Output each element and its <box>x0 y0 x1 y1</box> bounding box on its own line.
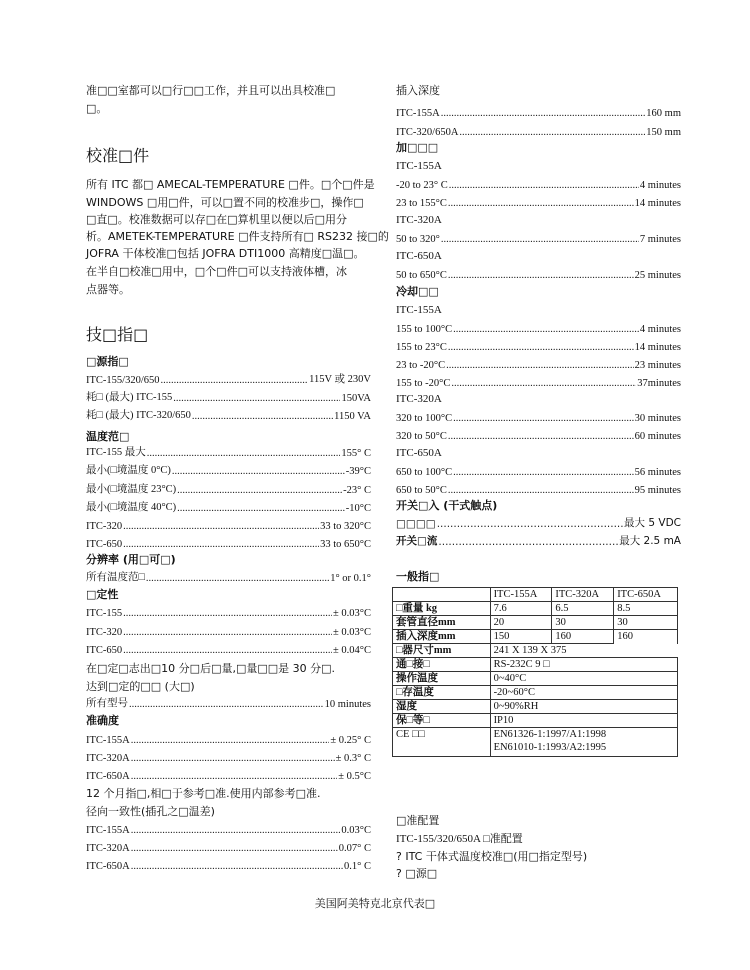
spec-row: 155 to 100°C ..... 4 minutes <box>396 319 681 335</box>
spec-row: 耗□ (最大) ITC-155 ..... 150VA <box>86 388 371 404</box>
table-cell: 20 <box>490 616 552 630</box>
spec-row: 最小(□境温度 23°C) ..... -23° C <box>86 480 371 496</box>
software-line: 在半自□校准□用中，□个□件□可以支持液体槽，冰 <box>86 265 347 278</box>
spec-row: ITC-320A ..... 0.07° C <box>86 838 371 854</box>
spec-row: 650 to 50°C ..... 95 minutes <box>396 480 681 496</box>
spec-row: ITC-155 ..... ± 0.03°C <box>86 603 371 619</box>
intro-line-1: 准□□室都可以□行□□工作，并且可以出具校准□ <box>86 84 336 97</box>
spec-row: ITC-320 ..... 33 to 320°C <box>86 516 371 532</box>
table-cell: □器尺寸mm <box>393 644 491 658</box>
model-label: ITC-155A <box>396 160 442 172</box>
spec-row: 23 to -20°C ..... 23 minutes <box>396 355 681 371</box>
spec-row: 23 to 155°C ..... 14 minutes <box>396 193 681 209</box>
table-cell: 保□等□ <box>393 714 491 728</box>
spec-row: ITC-650A ..... ± 0.5°C <box>86 766 371 782</box>
spec-row: ITC-155A ..... ± 0.25° C <box>86 730 371 746</box>
ce-standard: EN61326-1:1997/A1:1998 <box>493 729 607 740</box>
spec-row: 155 to -20°C ..... 37minutes <box>396 373 681 389</box>
model-label: ITC-320A <box>396 393 442 405</box>
spec-row: 50 to 320° ..... 7 minutes <box>396 229 681 245</box>
model-label: ITC-650A <box>396 447 442 459</box>
table-header: ITC-650A <box>614 588 678 602</box>
table-cell: 套管直径mm <box>393 616 491 630</box>
cool-heading: 冷却□□ <box>396 285 439 298</box>
temp-range-heading: 温度范□ <box>86 430 130 443</box>
calib-line: ITC-155/320/650A □准配置 <box>396 833 523 845</box>
table-row <box>393 714 678 728</box>
accuracy-note-line: 12 个月指□,相□于参考□准.使用内部参考□准. <box>86 787 321 800</box>
spec-row: ITC-320/650A ..... 150 mm <box>396 122 681 138</box>
spec-row: ITC-650 ..... ± 0.04°C <box>86 640 371 656</box>
spec-row: -20 to 23° C ..... 4 minutes <box>396 175 681 191</box>
table-cell: 150 <box>490 630 552 644</box>
software-line: JOFRA 干体校准□包括 JOFRA DTI1000 高精度□温□。 <box>86 247 365 260</box>
software-line: WINDOWS □用□件，可以□置不同的校准步□，操作□ <box>86 196 364 209</box>
accuracy-note-line: 径向一致性(插孔之□温差) <box>86 805 215 818</box>
intro-line-2: □。 <box>86 102 108 115</box>
spec-row: 耗□ (最大) ITC-320/650 ..... 1150 VA <box>86 406 371 422</box>
table-cell: 插入深度mm <box>393 630 491 644</box>
table-row <box>393 728 678 757</box>
table-row <box>393 588 678 602</box>
page-footer: 美国阿美特克北京代表□ <box>314 897 436 910</box>
table-cell <box>393 588 491 602</box>
table-cell: 通□接□ <box>393 658 491 672</box>
table-row <box>393 700 678 714</box>
stability-note-line: 达到□定的□□ (大□) <box>86 680 195 693</box>
software-line: □直□。校准数据可以存□在□算机里以便以后□用分 <box>86 213 347 226</box>
general-heading: 一般指□ <box>396 570 440 583</box>
table-cell: 241 X 139 X 375 <box>493 645 567 656</box>
table-row <box>393 616 678 630</box>
accuracy-heading: 准确度 <box>86 714 119 727</box>
software-line: 点器等。 <box>86 283 130 296</box>
table-cell: □存温度 <box>393 686 491 700</box>
spec-row: 最小(□境温度 40°C) ..... -10°C <box>86 498 371 514</box>
calib-heading: □准配置 <box>396 814 440 827</box>
table-cell: 7.6 <box>490 602 552 616</box>
table-row <box>393 630 678 644</box>
spec-row: 155 to 23°C ..... 14 minutes <box>396 337 681 353</box>
table-cell: □重量 kg <box>393 602 491 616</box>
table-cell: 湿度 <box>393 700 491 714</box>
table-row <box>393 672 678 686</box>
spec-row: ITC-650A ..... 0.1° C <box>86 856 371 872</box>
spec-row: ITC-155A ..... 0.03°C <box>86 820 371 836</box>
software-heading: 校准□件 <box>86 146 150 165</box>
table-cell: 6.5 <box>552 602 614 616</box>
table-cell: RS-232C 9 □ <box>490 658 677 672</box>
stability-note-line: 在□定□志出□10 分□后□量,□量□□是 30 分□. <box>86 662 336 675</box>
table-cell: -20~60°C <box>490 686 677 700</box>
table-cell: CE □□ <box>393 728 491 757</box>
table-cell: 160 <box>552 630 614 644</box>
spec-row: □□□□ ..... 最大 5 VDC <box>396 514 681 530</box>
heat-heading: 加□□□ <box>396 141 439 154</box>
model-label: ITC-320A <box>396 214 442 226</box>
resolution-heading: 分辨率 (用□可□) <box>86 553 176 566</box>
calib-line: ? ITC 干体式温度校准□(用□指定型号) <box>396 850 588 863</box>
spec-row: 650 to 100°C ..... 56 minutes <box>396 462 681 478</box>
table-cell: 30 <box>552 616 614 630</box>
ce-standard: EN61010-1:1993/A2:1995 <box>493 742 607 753</box>
spec-row: ITC-320A ..... ± 0.3° C <box>86 748 371 764</box>
spec-row: 320 to 100°C ..... 30 minutes <box>396 408 681 424</box>
table-header: ITC-320A <box>552 588 614 602</box>
spec-row: 所有型号 ..... 10 minutes <box>86 694 371 710</box>
spec-row: ITC-650 ..... 33 to 650°C <box>86 534 371 550</box>
spec-row: ITC-155A ..... 160 mm <box>396 103 681 119</box>
table-row <box>393 686 678 700</box>
table-cell: IP10 <box>490 714 677 728</box>
model-label: ITC-155A <box>396 304 442 316</box>
software-line: 所有 ITC 都□ AMECAL-TEMPERATURE □件。□个□件是 <box>86 178 375 191</box>
table-header: ITC-155A <box>490 588 552 602</box>
power-heading: □源指□ <box>86 355 129 368</box>
stability-heading: □定性 <box>86 588 119 601</box>
spec-row: ITC-320 ..... ± 0.03°C <box>86 622 371 638</box>
spec-row: 最小(□境温度 0°C) ..... -39°C <box>86 461 371 477</box>
table-cell: 0~90%RH <box>490 700 677 714</box>
spec-row: ITC-155/320/650 ..... 115V 或 230V <box>86 370 371 386</box>
tech-heading: 技□指□ <box>86 325 149 344</box>
software-line: 析。AMETEK-TEMPERATURE □件支持所有□ RS232 接□的 <box>86 230 389 243</box>
model-label: ITC-650A <box>396 250 442 262</box>
table-cell <box>490 728 677 757</box>
depth-heading: 插入深度 <box>396 84 440 97</box>
table-row <box>393 644 678 658</box>
calib-line: ? □源□ <box>396 867 438 880</box>
table-cell: 30 <box>614 616 678 630</box>
spec-row: 所有温度范□ ..... 1° or 0.1° <box>86 568 371 584</box>
spec-row: ITC-155 最大 ..... 155° C <box>86 443 371 459</box>
table-row <box>393 658 678 672</box>
table-cell: 8.5 <box>614 602 678 616</box>
spec-row: 320 to 50°C ..... 60 minutes <box>396 426 681 442</box>
switch-heading: 开关□入 (干式触点) <box>396 499 498 512</box>
table-row <box>393 602 678 616</box>
spec-row: 开关□流 ..... 最大 2.5 mA <box>396 532 681 548</box>
table-cell: 操作温度 <box>393 672 491 686</box>
table-cell: 160 <box>614 630 678 644</box>
general-spec-table <box>392 587 678 757</box>
spec-row: 50 to 650°C ..... 25 minutes <box>396 265 681 281</box>
table-cell: 0~40°C <box>490 672 677 686</box>
